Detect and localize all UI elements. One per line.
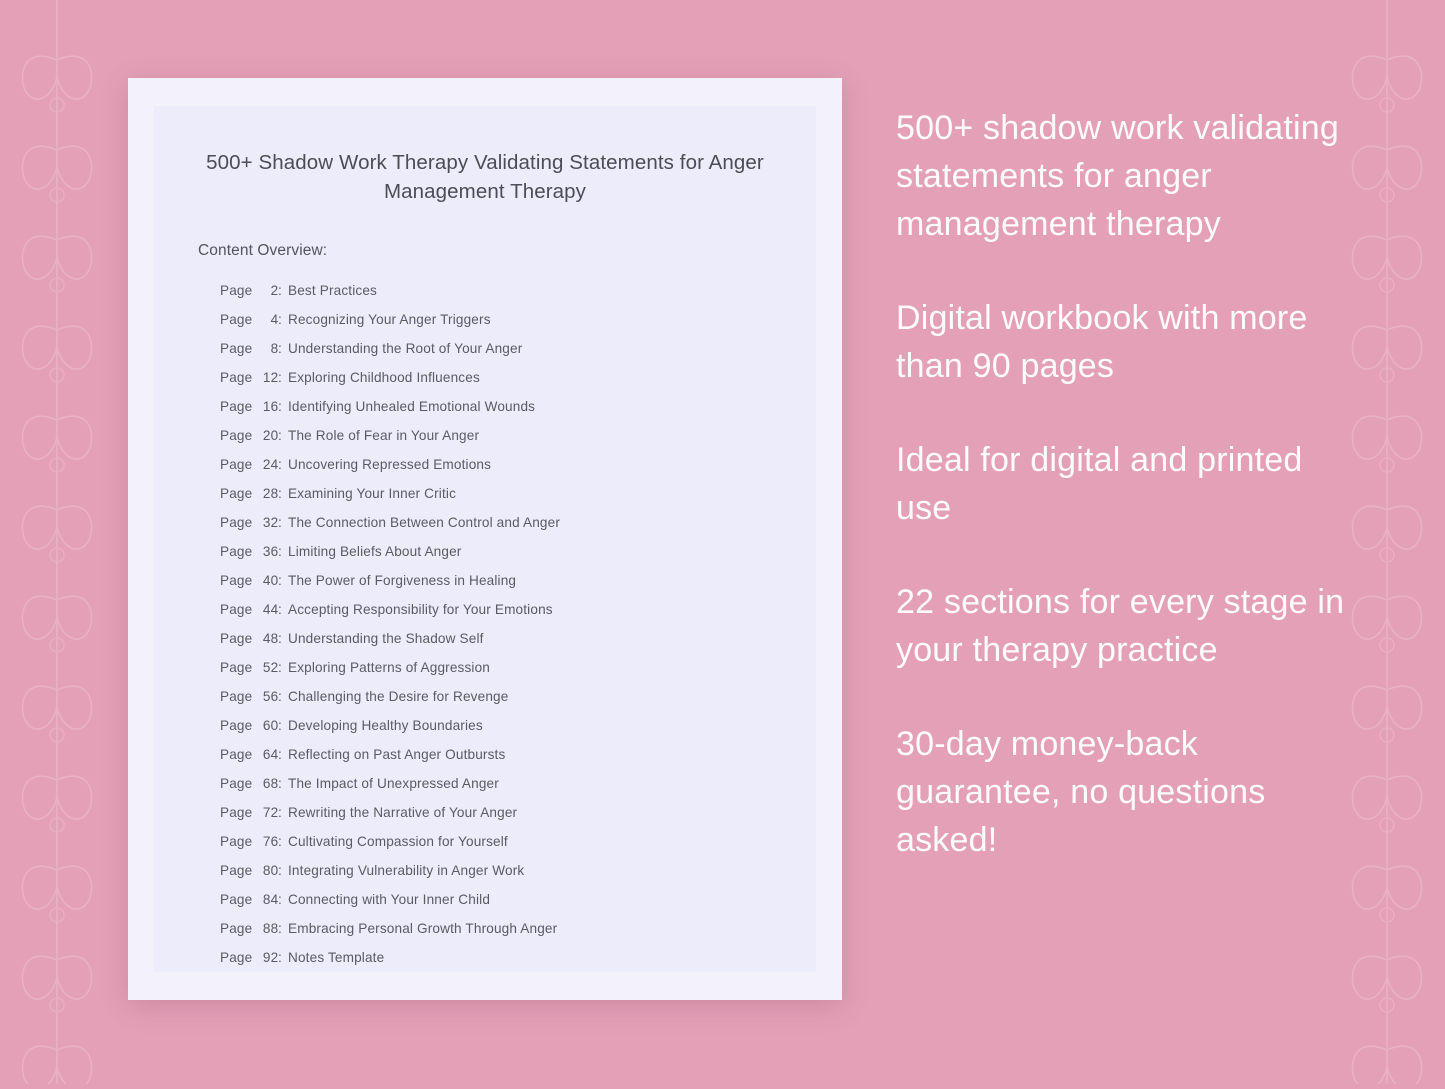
toc-row bbox=[220, 740, 772, 769]
toc-separator: : bbox=[278, 428, 282, 443]
toc-page-number: Page 40 bbox=[220, 573, 279, 588]
workbook-page-preview bbox=[128, 78, 842, 1000]
marketing-point: 500+ shadow work validating statements for anger management therapy bbox=[896, 109, 1339, 243]
toc-entry-title: Limiting Beliefs About Anger bbox=[288, 544, 462, 559]
toc-separator: : bbox=[278, 834, 282, 849]
toc-row bbox=[220, 624, 772, 653]
marketing-points bbox=[896, 104, 1366, 864]
toc-page-number: Page 80 bbox=[220, 863, 279, 878]
toc-page-number: Page 16 bbox=[220, 399, 279, 414]
toc-row bbox=[220, 885, 772, 914]
toc-page-number: Page 24 bbox=[220, 457, 279, 472]
toc-separator: : bbox=[278, 515, 282, 530]
toc-separator: : bbox=[278, 718, 282, 733]
toc-page-number: Page 2 bbox=[220, 283, 279, 298]
toc-row bbox=[220, 363, 772, 392]
toc-separator: : bbox=[278, 544, 282, 559]
toc-row bbox=[220, 769, 772, 798]
toc-separator: : bbox=[278, 283, 282, 298]
content-overview-label: Content Overview: bbox=[198, 242, 328, 259]
toc-row bbox=[220, 508, 772, 537]
toc-separator: : bbox=[278, 950, 282, 965]
marketing-point: 30-day money-back guarantee, no questions asked! bbox=[896, 725, 1266, 859]
toc-page-number: Page 28 bbox=[220, 486, 279, 501]
toc-page-number: Page 48 bbox=[220, 631, 279, 646]
toc-entry-title: Exploring Childhood Influences bbox=[288, 370, 480, 385]
toc-page-number: Page 60 bbox=[220, 718, 279, 733]
toc-entry-title: Challenging the Desire for Revenge bbox=[288, 689, 509, 704]
toc-page-number: Page 68 bbox=[220, 776, 279, 791]
toc-separator: : bbox=[278, 921, 282, 936]
table-of-contents bbox=[198, 276, 772, 972]
toc-separator: : bbox=[278, 312, 282, 327]
toc-entry-title: The Connection Between Control and Anger bbox=[288, 515, 561, 530]
toc-row bbox=[220, 334, 772, 363]
toc-row bbox=[220, 421, 772, 450]
toc-separator: : bbox=[278, 573, 282, 588]
toc-row bbox=[220, 537, 772, 566]
toc-separator: : bbox=[278, 892, 282, 907]
toc-entry-title: Recognizing Your Anger Triggers bbox=[288, 312, 491, 327]
marketing-point: Ideal for digital and printed use bbox=[896, 441, 1303, 527]
toc-entry-title: Connecting with Your Inner Child bbox=[288, 892, 491, 907]
toc-entry-title: Best Practices bbox=[288, 283, 377, 298]
toc-page-number: Page 84 bbox=[220, 892, 279, 907]
toc-page-number: Page 12 bbox=[220, 370, 279, 385]
toc-page-number: Page 8 bbox=[220, 341, 279, 356]
toc-separator: : bbox=[278, 341, 282, 356]
toc-row bbox=[220, 856, 772, 885]
floral-border-left-decoration bbox=[0, 0, 115, 1084]
toc-entry-title: The Impact of Unexpressed Anger bbox=[288, 776, 499, 791]
toc-row bbox=[220, 827, 772, 856]
toc-separator: : bbox=[278, 399, 282, 414]
toc-separator: : bbox=[278, 776, 282, 791]
toc-entry-title: Integrating Vulnerability in Anger Work bbox=[288, 863, 525, 878]
toc-separator: : bbox=[278, 602, 282, 617]
toc-page-number: Page 56 bbox=[220, 689, 279, 704]
toc-separator: : bbox=[278, 370, 282, 385]
toc-separator: : bbox=[278, 863, 282, 878]
toc-page-number: Page 92 bbox=[220, 950, 279, 965]
toc-row bbox=[220, 653, 772, 682]
toc-separator: : bbox=[278, 747, 282, 762]
toc-row bbox=[220, 682, 772, 711]
toc-entry-title: Examining Your Inner Critic bbox=[288, 486, 457, 501]
toc-page-number: Page 64 bbox=[220, 747, 279, 762]
toc-entry-title: The Power of Forgiveness in Healing bbox=[288, 573, 517, 588]
toc-entry-title: Understanding the Shadow Self bbox=[288, 631, 484, 646]
toc-row bbox=[220, 711, 772, 740]
toc-entry-title: Understanding the Root of Your Anger bbox=[288, 341, 523, 356]
toc-entry-title: Cultivating Compassion for Yourself bbox=[288, 834, 508, 849]
toc-entry-title: Uncovering Repressed Emotions bbox=[288, 457, 492, 472]
toc-row bbox=[220, 914, 772, 943]
toc-separator: : bbox=[278, 660, 282, 675]
toc-entry-title: Reflecting on Past Anger Outbursts bbox=[288, 747, 506, 762]
toc-entry-title: Exploring Patterns of Aggression bbox=[288, 660, 491, 675]
toc-row bbox=[220, 566, 772, 595]
marketing-point: Digital workbook with more than 90 pages bbox=[896, 299, 1308, 385]
toc-entry-title: Accepting Responsibility for Your Emotions bbox=[288, 602, 553, 617]
toc-row bbox=[220, 595, 772, 624]
toc-row bbox=[220, 305, 772, 334]
toc-page-number: Page 88 bbox=[220, 921, 279, 936]
toc-row bbox=[220, 392, 772, 421]
toc-separator: : bbox=[278, 486, 282, 501]
workbook-page-content bbox=[154, 106, 816, 972]
toc-page-number: Page 52 bbox=[220, 660, 279, 675]
toc-page-number: Page 44 bbox=[220, 602, 279, 617]
toc-page-number: Page 72 bbox=[220, 805, 279, 820]
toc-entry-title: Notes Template bbox=[288, 950, 385, 965]
toc-separator: : bbox=[278, 805, 282, 820]
marketing-point: 22 sections for every stage in your therapy practice bbox=[896, 583, 1345, 669]
toc-page-number: Page 36 bbox=[220, 544, 279, 559]
toc-entry-title: Identifying Unhealed Emotional Wounds bbox=[288, 399, 536, 414]
toc-page-number: Page 32 bbox=[220, 515, 279, 530]
toc-entry-title: The Role of Fear in Your Anger bbox=[288, 428, 480, 443]
toc-row bbox=[220, 479, 772, 508]
toc-page-number: Page 76 bbox=[220, 834, 279, 849]
toc-separator: : bbox=[278, 457, 282, 472]
toc-row bbox=[220, 450, 772, 479]
toc-row bbox=[220, 943, 772, 972]
toc-separator: : bbox=[278, 689, 282, 704]
toc-entry-title: Embracing Personal Growth Through Anger bbox=[288, 921, 558, 936]
toc-row bbox=[220, 798, 772, 827]
page-title: 500+ Shadow Work Therapy Validating Statements for Anger Management Therapy bbox=[206, 151, 764, 203]
toc-separator: : bbox=[278, 631, 282, 646]
toc-entry-title: Rewriting the Narrative of Your Anger bbox=[288, 805, 518, 820]
toc-row bbox=[220, 276, 772, 305]
toc-entry-title: Developing Healthy Boundaries bbox=[288, 718, 483, 733]
toc-page-number: Page 20 bbox=[220, 428, 279, 443]
toc-page-number: Page 4 bbox=[220, 312, 279, 327]
